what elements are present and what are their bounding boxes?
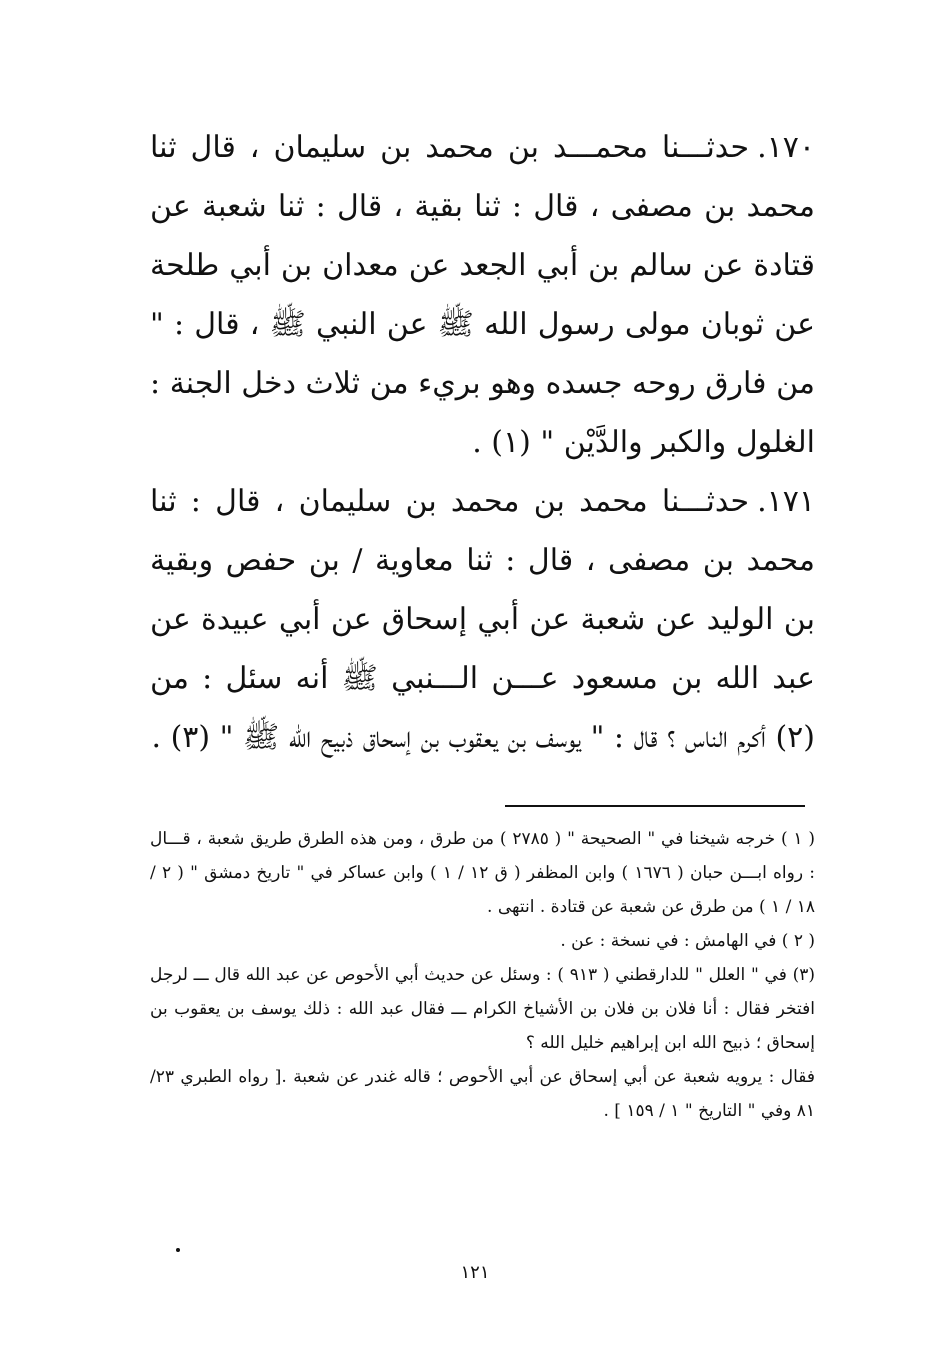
- footnotes: [150, 822, 815, 1128]
- hadith-170: [150, 118, 815, 472]
- hadith-number: ١٧١.: [757, 484, 815, 519]
- page-number: ١٢١: [460, 1262, 490, 1283]
- footnote-3-continued: فقال : يرويه شعبة عن أبي إسحاق عن أبي الأحوص ؛ قاله غندر عن شعبة .[ رواه الطبري ٢٣/ ٨١ وفي " التاريخ " ١ / ١٥٩ ] .: [150, 1067, 815, 1121]
- hadith-text: حدثـــنا محمد بن محمد بن سليمان ، قال : ثنا محمد بن مصفى ، قال : ثنا معاوية / بن حفص وبقية بن الوليد عن شعبة عن أبي إسحاق عن أبي عبيدة عن عبد الله بن مسعود عـــن الـــنبي ﷺ أنه سئل : من (٢) أكرم الناس ؟ قال : " يوسف بن يعقوب بن إسحاق ذبيح الله ﷺ " (٣) .: [150, 484, 815, 755]
- hadith-171: [150, 472, 815, 767]
- footnote-3: (٣) في " العلل " للدارقطني ( ٩١٣ ) : وسئل عن حديث أبي الأحوص عن عبد الله قال ـــ لرجل افتخر فقال : أنا فلان بن فلان بن الأشياخ الكرام ـــ فقال عبد الله : ذلك يوسف بن يعقوب بن إسحاق ؛ ذبيح الله ابن إبراهيم خليل الله ؟: [150, 965, 815, 1053]
- main-text-body: [150, 118, 815, 767]
- hadith-number: ١٧٠.: [757, 130, 815, 165]
- footnote-divider: [505, 805, 805, 807]
- stray-dot: [176, 1248, 180, 1252]
- footnote-1: ( ١ ) خرجه شيخنا في " الصحيحة " ( ٢٧٨٥ ) من طرق ، ومن هذه الطرق طريق شعبة ، قـــال : رواه ابـــن حبان ( ١٦٧٦ ) وابن المظفر ( ق ١٢ / ١ ) وابن عساكر في " تاريخ دمشق " ( ٢ / ١٨ / ١ ) من طرق عن شعبة عن قتادة . انتهى .: [150, 829, 815, 917]
- hadith-text: حدثـــنا محمـــد بن محمد بن سليمان ، قال ثنا محمد بن مصفى ، قال : ثنا بقية ، قال : ثنا شعبة عن قتادة عن سالم بن أبي الجعد عن معدان بن أبي طلحة عن ثوبان مولى رسول الله ﷺ عن النبي ﷺ ، قال : " من فارق روحه جسده وهو بريء من ثلاث دخل الجنة : الغلول والكبر والدَّيْن " (١) .: [150, 130, 815, 460]
- footnote-2: ( ٢ ) في الهامش : في نسخة : عن .: [560, 931, 815, 951]
